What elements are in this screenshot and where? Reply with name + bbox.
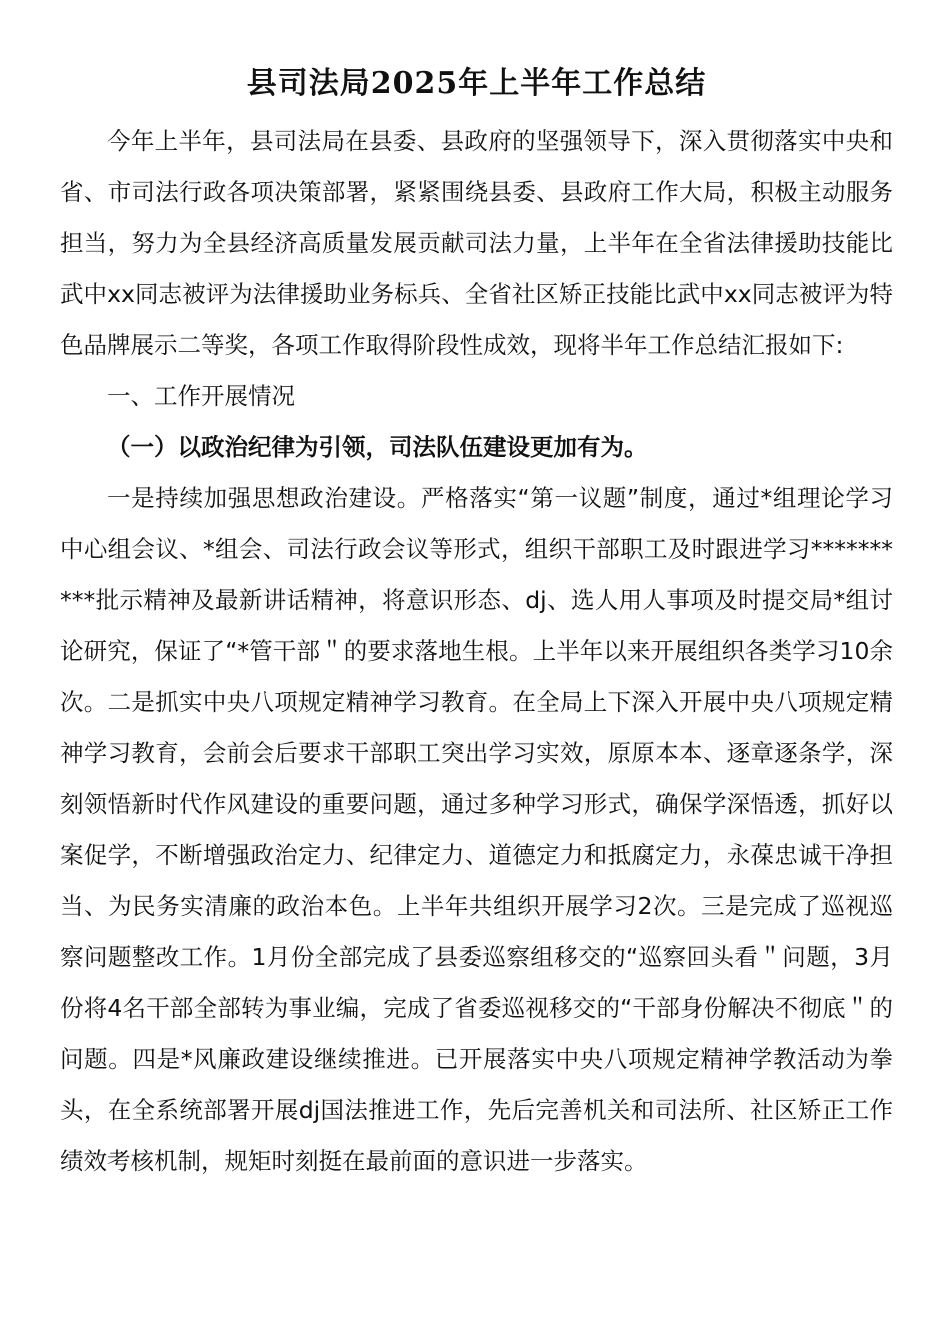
document-page bbox=[60, 62, 893, 1187]
document-title: 县司法局2025年上半年工作总结 bbox=[246, 66, 707, 101]
intro-paragraph: 今年上半年，县司法局在县委、县政府的坚强领导下，深入贯彻落实中央和省、市司法行政各项决策部署，紧紧围绕县委、县政府工作大局，积极主动服务担当，努力为全县经济高质量发展贡献司法力量，上半年在全省法律援助技能比武中xx同志被评为法律援助业务标兵、全省社区矫正技能比武中xx同志被评为特色品牌展示二等奖，各项工作取得阶段性成效，现将半年工作总结汇报如下: bbox=[60, 127, 893, 359]
subsection-heading-1: （一）以政治纪律为引领，司法队伍建设更加有为。 bbox=[107, 433, 648, 461]
section-heading-1: 一、工作开展情况 bbox=[107, 382, 295, 410]
subsection-1-body: 一是持续加强思想政治建设。严格落实“第一议题”制度，通过*组理论学习中心组会议、*组会、司法行政会议等形式，组织干部职工及时跟进学习**********批示精神及最新讲话精神，将意识形态、dj、选人用人事项及时提交局*组讨论研究，保证了“*管干部＂的要求落地生根。上半年以来开展组织各类学习10余次。二是抓实中央八项规定精神学习教育。在全局上下深入开展中央八项规定精神学习教育，会前会后要求干部职工突出学习实效，原原本本、逐章逐条学，深刻领悟新时代作风建设的重要问题，通过多种学习形式，确保学深悟透，抓好以案促学，不断增强政治定力、纪律定力、道德定力和抵腐定力，永葆忠诚干净担当、为民务实清廉的政治本色。上半年共组织开展学习2次。三是完成了巡视巡察问题整改工作。1月份全部完成了县委巡察组移交的“巡察回头看＂问题，3月份将4名干部全部转为事业编，完成了省委巡视移交的“干部身份解决不彻底＂的问题。四是*风廉政建设继续推进。已开展落实中央八项规定精神学教活动为拳头，在全系统部署开展dj国法推进工作，先后完善机关和司法所、社区矫正工作绩效考核机制，规矩时刻挺在最前面的意识进一步落实。 bbox=[60, 484, 893, 1175]
